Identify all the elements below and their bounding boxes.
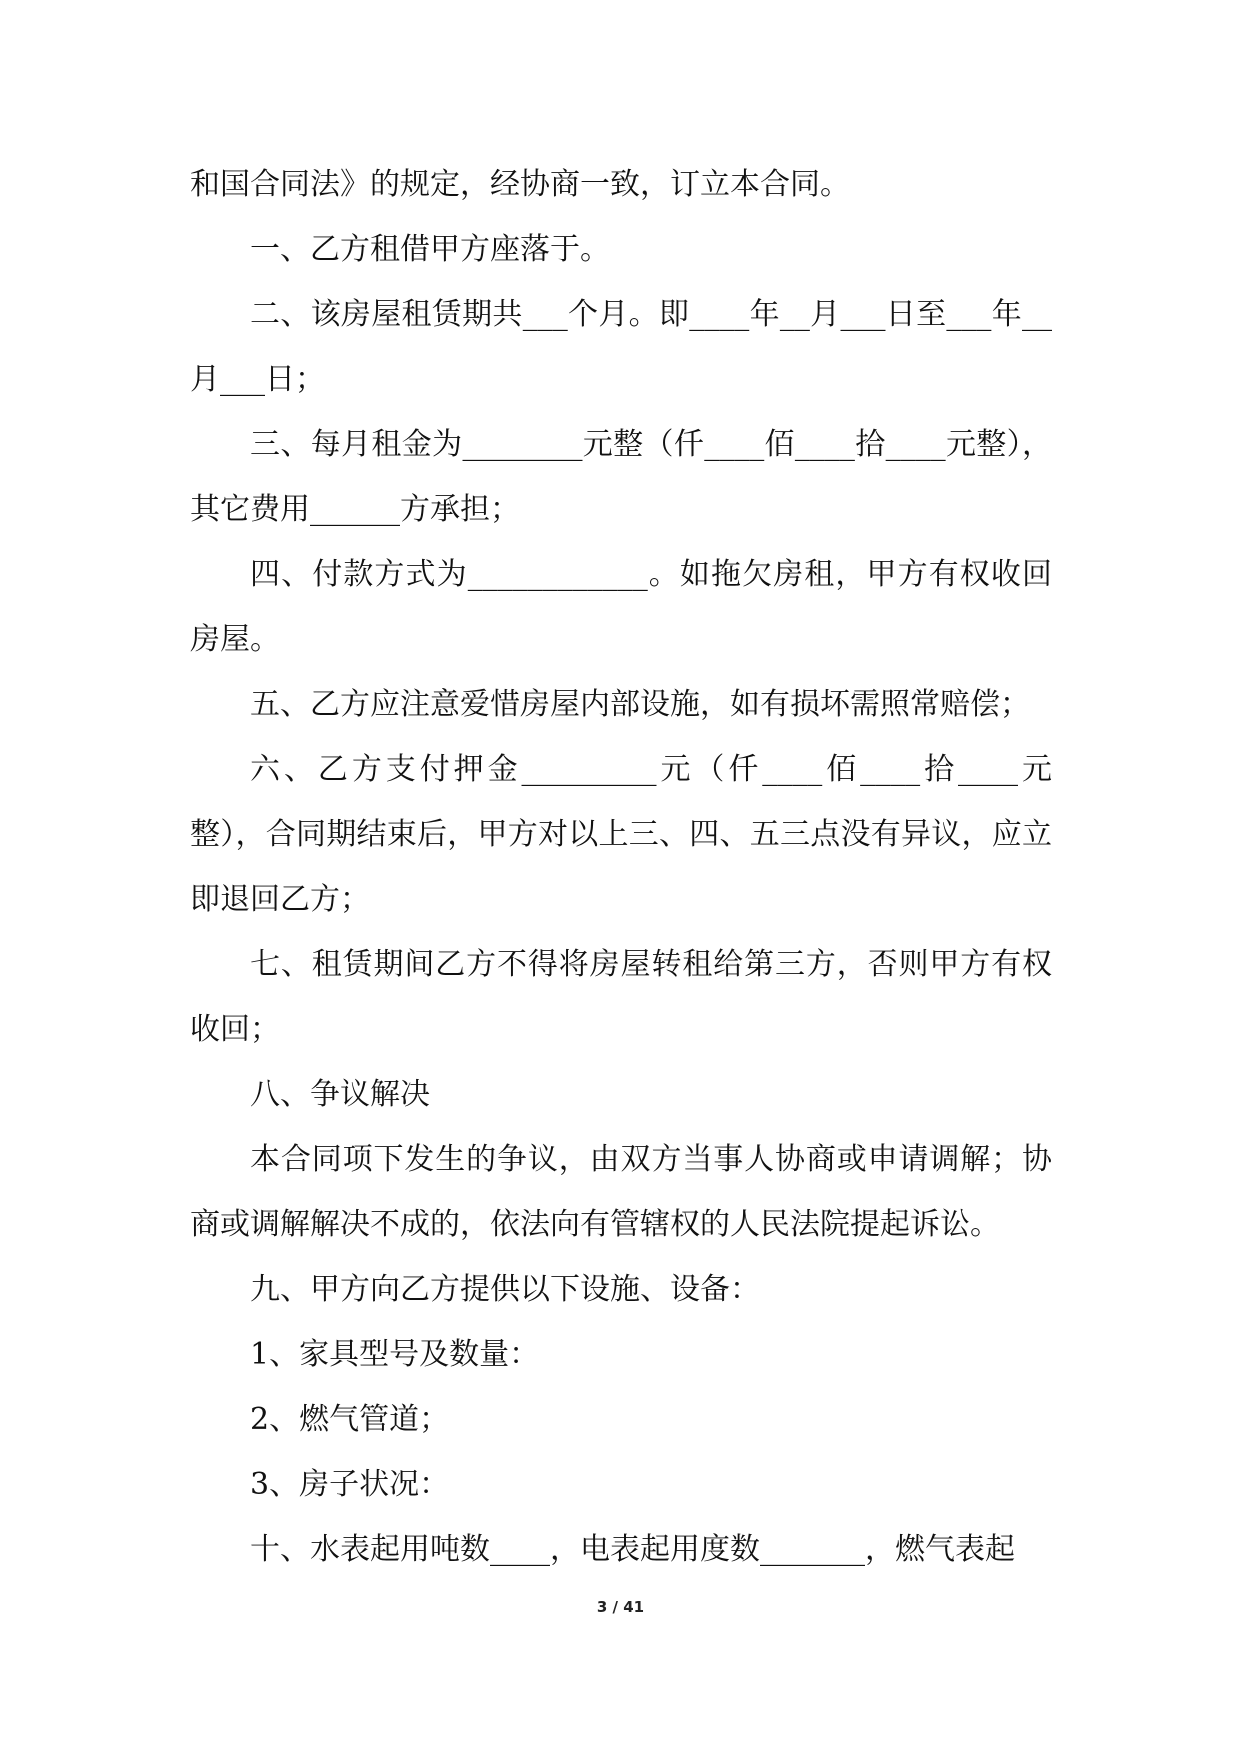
facility-item-gas-pipe: 2、燃气管道； [250, 1402, 450, 1437]
facility-item-house-condition: 3、房子状况： [250, 1467, 450, 1502]
facility-item-furniture: 1、家具型号及数量： [250, 1337, 540, 1372]
clause-10-meter-readings: 十、水表起用吨数____，电表起用度数_______，燃气表起 [250, 1532, 1015, 1567]
clause-8-dispute-text: 本合同项下发生的争议，由双方当事人协商或申请调解；协商或调解解决不成的，依法向有管辖权的人民法院提起诉讼。 [190, 1142, 1052, 1242]
clause-9-facilities: 九、甲方向乙方提供以下设施、设备： [250, 1272, 760, 1307]
paragraph-continuation: 和国合同法》的规定，经协商一致，订立本合同。 [190, 167, 850, 202]
clause-4-payment-method: 四、付款方式为____________。如拖欠房租，甲方有权收回房屋。 [190, 557, 1052, 657]
document-body [190, 152, 1052, 1582]
clause-7-sublet: 七、租赁期间乙方不得将房屋转租给第三方，否则甲方有权收回； [190, 947, 1052, 1047]
clause-2-lease-term: 二、该房屋租赁期共___个月。即____年__月___日至___年__月___日； [190, 297, 1052, 397]
clause-8-dispute-heading: 八、争议解决 [250, 1077, 430, 1112]
page-number: 3 / 41 [596, 1598, 645, 1616]
clause-5-facility-care: 五、乙方应注意爱惜房屋内部设施，如有损坏需照常赔偿； [250, 687, 1030, 722]
clause-6-deposit: 六、乙方支付押金_________元（仟____佰____拾____元整），合同期结束后，甲方对以上三、四、五三点没有异议，应立即退回乙方； [190, 752, 1052, 917]
clause-3-monthly-rent: 三、每月租金为________元整（仟____佰____拾____元整），其它费用______方承担； [190, 427, 1052, 527]
clause-1: 一、乙方租借甲方座落于。 [250, 232, 610, 267]
